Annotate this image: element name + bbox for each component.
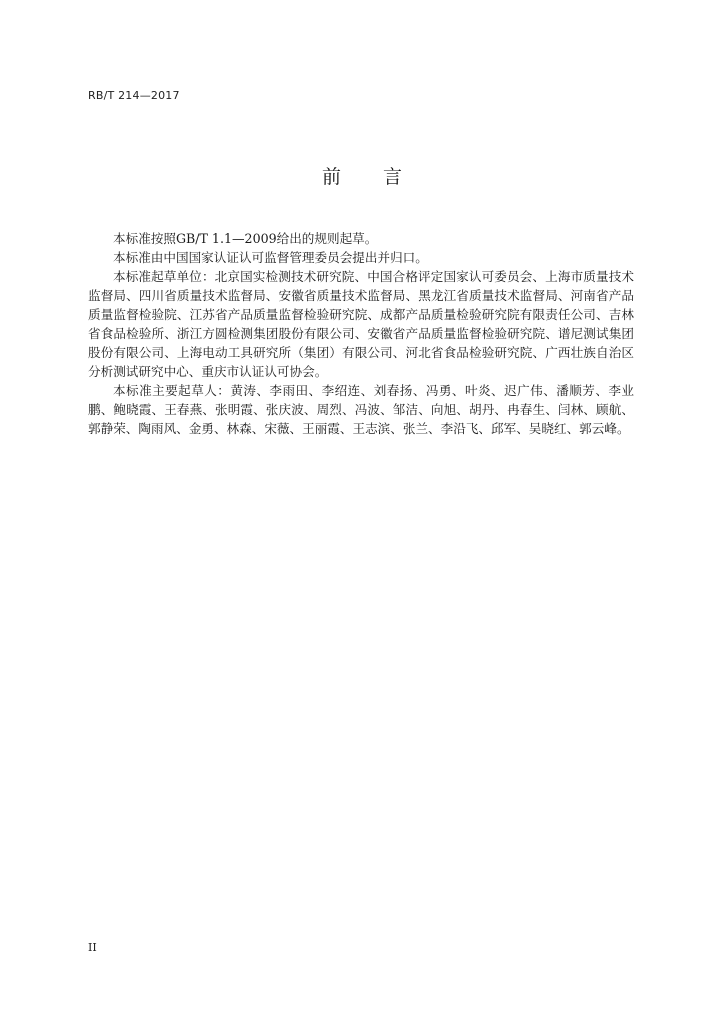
paragraph-proposer: 本标准由中国国家认证认可监督管理委员会提出并归口。 (113, 250, 428, 265)
section-title (0, 162, 724, 189)
paragraph-drafters: 本标准主要起草人：黄涛、李雨田、李绍连、刘春扬、冯勇、叶炎、迟广伟、潘顺芳、李业鹏、鲍晓霞、王春燕、张明霞、张庆波、周烈、冯波、邹洁、向旭、胡丹、冉春生、闫林、顾航、郭静荣、陶雨风、金勇、林森、宋薇、王丽霞、王志滨、张兰、李沿飞、邱军、吴晓红、郭云峰。 (88, 383, 634, 436)
document-code: RB/T 214—2017 (88, 89, 180, 102)
paragraph-drafting-rules: 本标准按照GB/T 1.1—2009给出的规则起草。 (113, 231, 378, 246)
title-char-2: 言 (383, 166, 403, 188)
paragraph-drafting-units: 本标准起草单位：北京国实检测技术研究院、中国合格评定国家认可委员会、上海市质量技术监督局、四川省质量技术监督局、安徽省质量技术监督局、黑龙江省质量技术监督局、河南省产品质量监督检验院、江苏省产品质量监督检验研究院、成都产品质量检验研究院有限责任公司、吉林省食品检验所、浙江方圆检测集团股份有限公司、安徽省产品质量监督检验研究院、谱尼测试集团股份有限公司、上海电动工具研究所（集团）有限公司、河北省食品检验研究院、广西壮族自治区分析测试研究中心、重庆市认证认可协会。 (88, 269, 634, 379)
title-char-1: 前 (321, 166, 341, 188)
foreword-body (88, 229, 634, 438)
page-number: II (88, 941, 97, 954)
